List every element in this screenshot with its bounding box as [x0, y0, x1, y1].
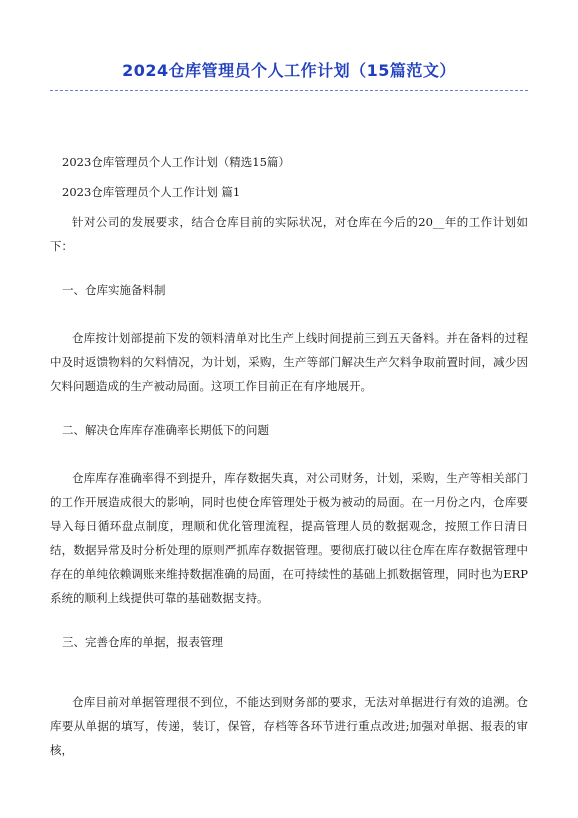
- section-heading-2: 二、解决仓库库存准确率长期低下的问题: [62, 423, 269, 437]
- section-body-1: 仓库按计划部提前下发的领料清单对比生产上线时间提前三到五天备料。并在备料的过程中及时返馈物料的欠料情况，为计划，采购，生产等部门解决生产欠料争取前置时间，减少因欠料问题造成的生产被动局面。这项工作目前正在有序地展开。: [50, 331, 528, 393]
- subtitle-collection: 2023仓库管理员个人工作计划（精选15篇）: [62, 155, 290, 169]
- section-body-2: 仓库库存准确率得不到提升，库存数据失真，对公司财务，计划，采购，生产等相关部门的工作开展造成很大的影响，同时也使仓库管理处于极为被动的局面。在一月份之内，仓库要导入每日循环盘点制度，理顺和优化管理流程，提高管理人员的数据观念，按照工作日清日结，数据异常及时分析处理的原则严抓库存数据管理。要彻底打破以往仓库在库存数据管理中存在的单纯依赖调账来维持数据准确的局面，在可持续性的基础上抓数据管理，同时也为ERP系统的顺利上线提供可靠的基础数据支持。: [50, 471, 528, 605]
- document-body: [50, 150, 528, 762]
- subtitle-article: 2023仓库管理员个人工作计划 篇1: [62, 185, 241, 199]
- section-heading-3: 三、完善仓库的单据，报表管理: [62, 635, 223, 649]
- document-title: 2024仓库管理员个人工作计划（15篇范文）: [122, 61, 456, 80]
- section-body-3: 仓库目前对单据管理很不到位，不能达到财务部的要求，无法对单据进行有效的追溯。仓库要从单据的填写，传递，装订，保管，存档等各环节进行重点改进;加强对单据、报表的审核，: [50, 695, 528, 757]
- title-divider: [50, 90, 528, 91]
- intro-paragraph: 针对公司的发展要求，结合仓库目前的实际状况，对仓库在今后的20__年的工作计划如下：: [50, 215, 528, 253]
- section-heading-1: 一、仓库实施备料制: [62, 283, 166, 297]
